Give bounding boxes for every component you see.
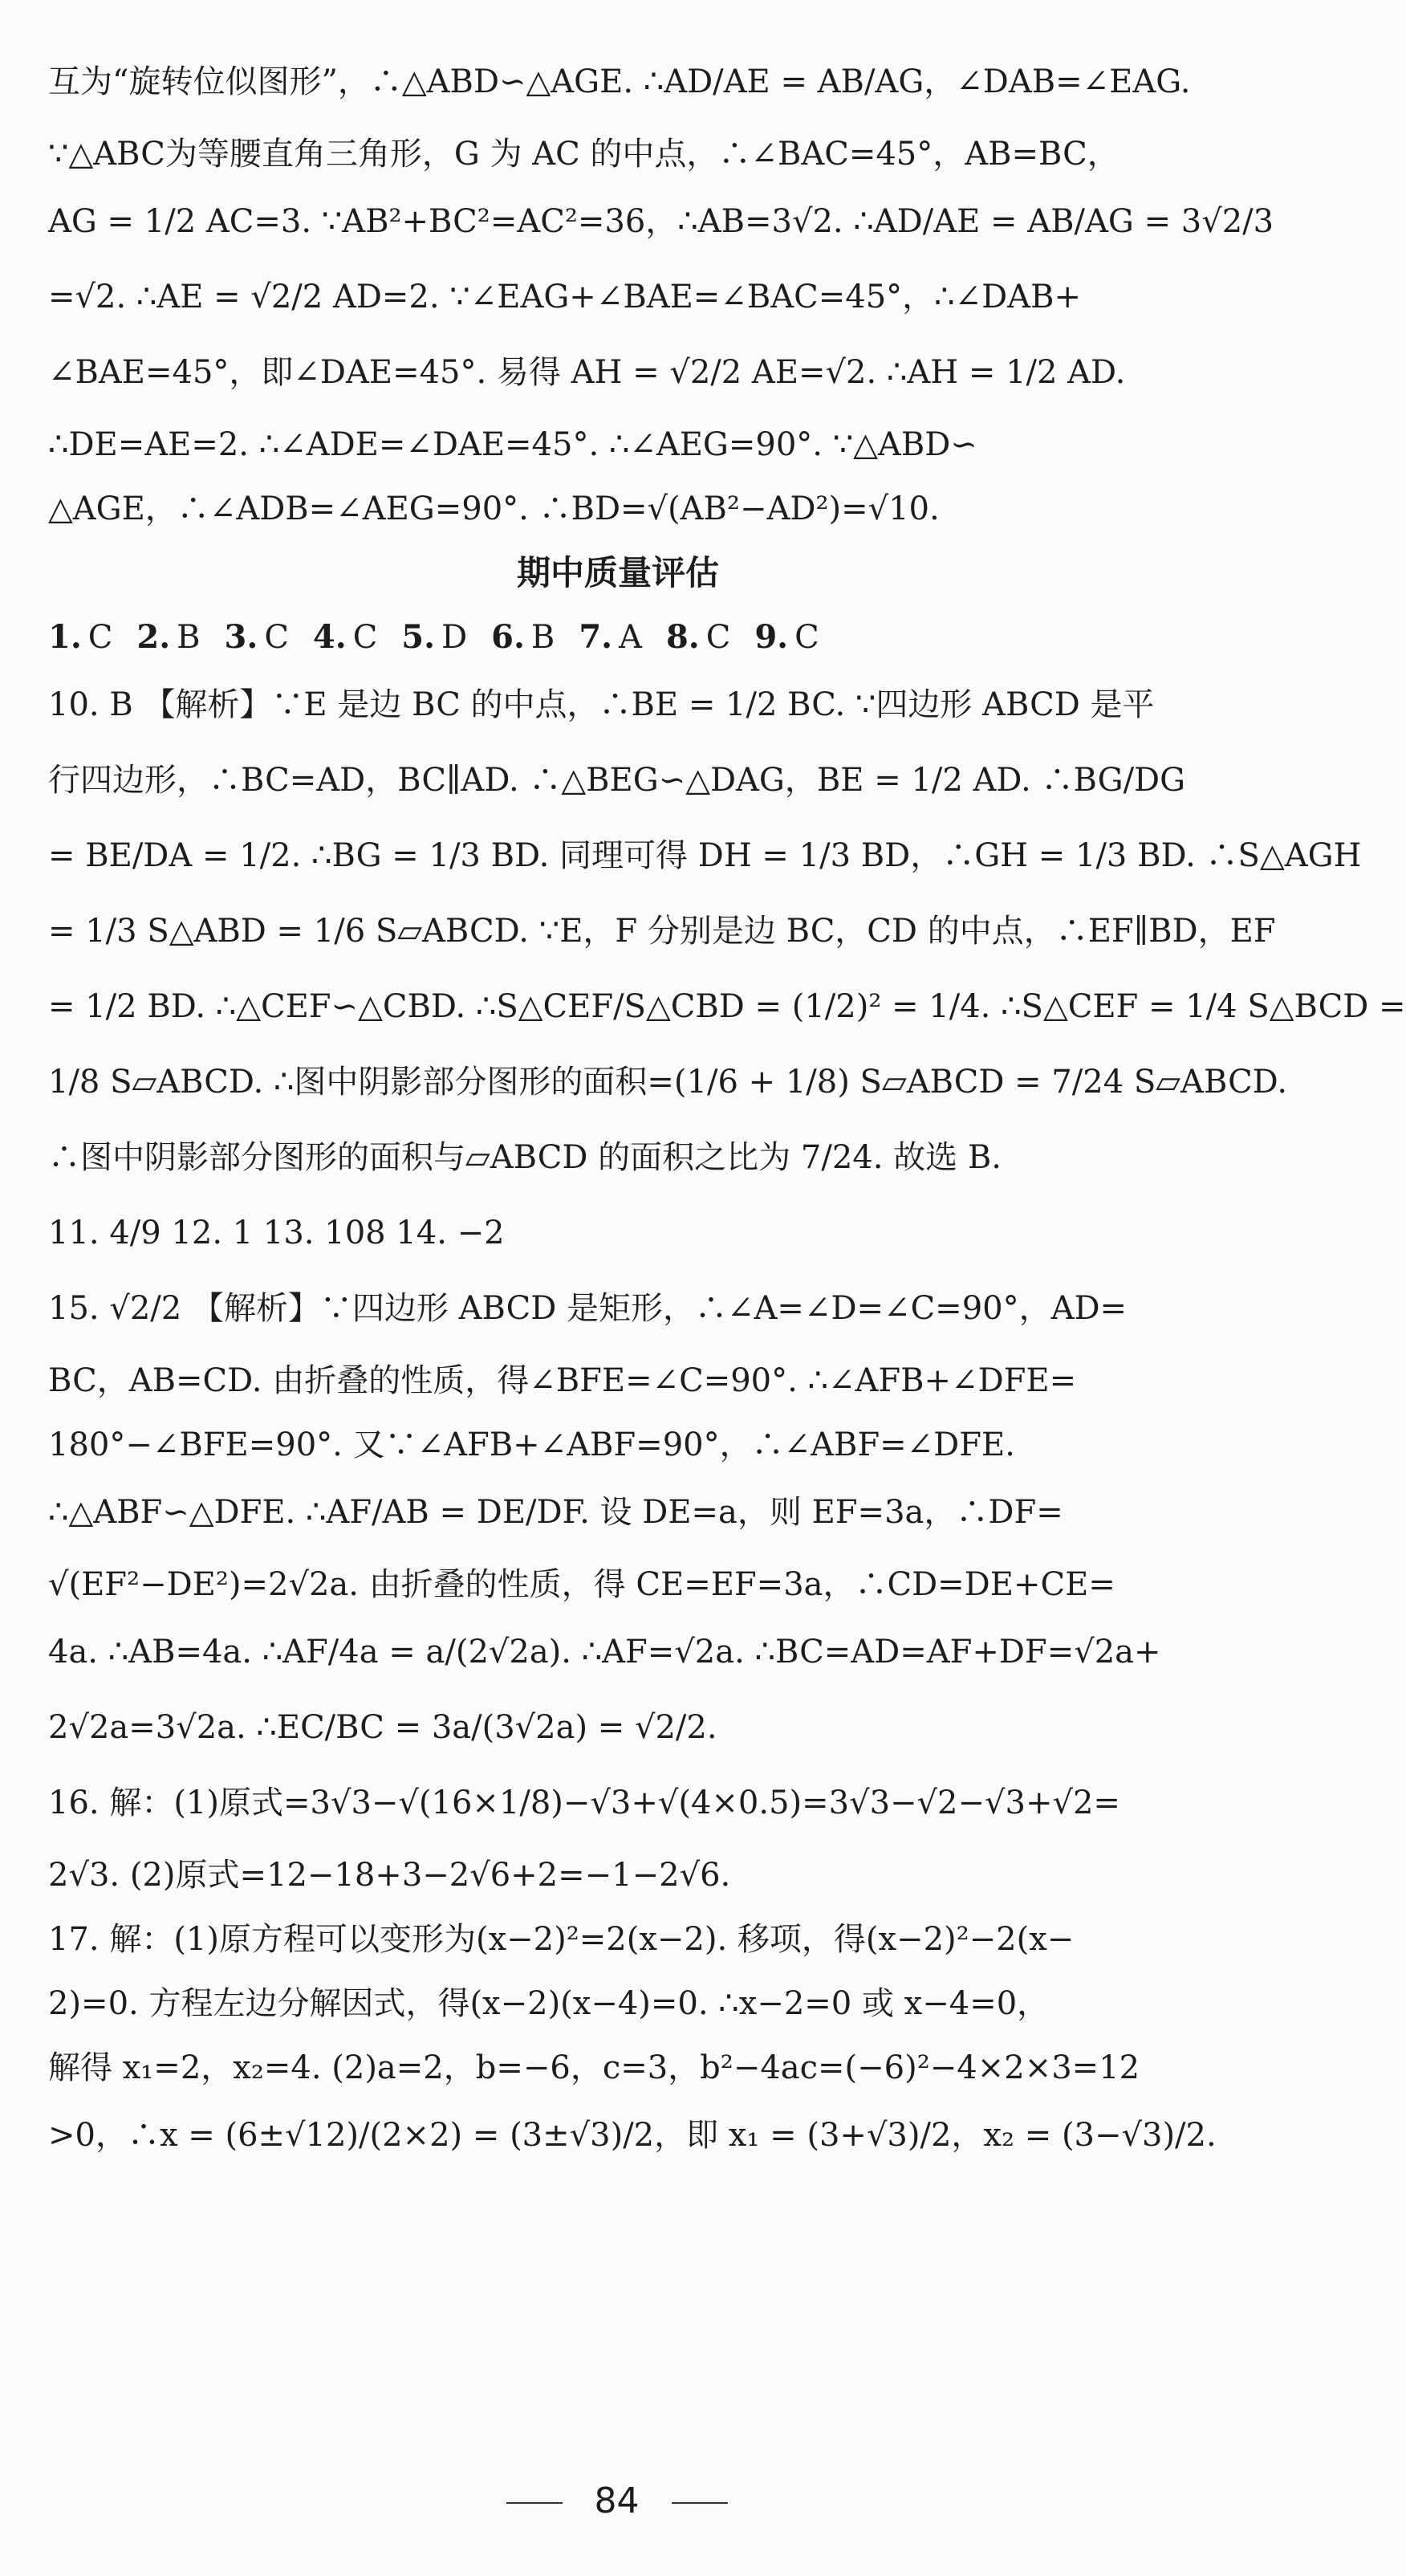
text-line: = 1/2 BD. ∴△CEF∽△CBD. ∴S△CEF/S△CBD = (1/2)² = 1/4. ∴S△CEF = 1/4 S△BCD =: [48, 988, 1406, 1025]
text-line: ∠BAE=45°，即∠DAE=45°. 易得 AH = √2/2 AE=√2. ∴AH = 1/2 AD.: [48, 354, 1126, 391]
text-line: 2)=0. 方程左边分解因式，得(x−2)(x−4)=0. ∴x−2=0 或 x−4=0，: [48, 1985, 1050, 2022]
multiple-choice-answers: [48, 615, 1188, 660]
text-line: ∴图中阴影部分图形的面积与▱ABCD 的面积之比为 7/24. 故选 B.: [48, 1139, 1002, 1176]
answer-number: 2.: [136, 618, 171, 656]
text-line: △AGE，∴∠ADB=∠AEG=90°. ∴BD=√(AB²−AD²)=√10.: [48, 490, 940, 527]
question-15-solution: [48, 1283, 1188, 1753]
text-line: AG = 1/2 AC=3. ∵AB²+BC²=AC²=36，∴AB=3√2. ∴AD/AE = AB/AG = 3√2/3: [48, 203, 1274, 240]
answer-item: [666, 615, 730, 660]
text-line: = 1/3 S△ABD = 1/6 S▱ABCD. ∵E，F 分别是边 BC，CD 的中点，∴EF∥BD，EF: [48, 913, 1276, 950]
answer-item: [313, 615, 377, 660]
answer-item: [579, 615, 642, 660]
answer-number: 1.: [48, 618, 82, 656]
question-16-solution: [48, 1777, 1188, 1898]
answer-choice: B: [530, 619, 555, 656]
answer-number: 9.: [754, 618, 789, 656]
answer-number: 6.: [491, 618, 525, 656]
answer-item: [401, 615, 467, 660]
text-line: 4a. ∴AB=4a. ∴AF/4a = a/(2√2a). ∴AF=√2a. ∴BC=AD=AF+DF=√2a+: [48, 1634, 1161, 1671]
page-footer: [0, 2480, 1233, 2521]
text-line: 行四边形，∴BC=AD，BC∥AD. ∴△BEG∽△DAG，BE = 1/2 AD. ∴BG/DG: [48, 762, 1186, 799]
text-line: 解得 x₁=2，x₂=4. (2)a=2，b=−6，c=3，b²−4ac=(−6)²−4×2×3=12: [48, 2049, 1140, 2086]
text-line: √(EF²−DE²)=2√2a. 由折叠的性质，得 CE=EF=3a，∴CD=DE+CE=: [48, 1566, 1115, 1603]
text-line: ∴△ABF∽△DFE. ∴AF/AB = DE/DF. 设 DE=a，则 EF=3a，∴DF=: [48, 1494, 1063, 1531]
footer-dash-left: [506, 2502, 563, 2504]
answer-number: 5.: [401, 618, 436, 656]
answer-item: [491, 615, 555, 660]
answer-choice: C: [705, 619, 731, 656]
answer-item: [48, 615, 112, 660]
document-body: [48, 56, 1406, 2185]
text-line: 1/8 S▱ABCD. ∴图中阴影部分图形的面积=(1/6 + 1/8) S▱ABCD = 7/24 S▱ABCD.: [48, 1064, 1288, 1101]
question-17-solution: [48, 1917, 1217, 2161]
text-line: >0，∴x = (6±√12)/(2×2) = (3±√3)/2，即 x₁ = (3+√3)/2，x₂ = (3−√3)/2.: [48, 2117, 1217, 2154]
answer-item: [754, 615, 819, 660]
answer-item: [136, 615, 200, 660]
text-line: 15. √2/2 【解析】∵四边形 ABCD 是矩形，∴∠A=∠D=∠C=90°，AD=: [48, 1290, 1128, 1327]
answer-choice: C: [352, 619, 378, 656]
page-number: 84: [594, 2480, 640, 2521]
answer-number: 4.: [312, 618, 347, 656]
answer-choice: C: [264, 619, 289, 656]
answer-choice: D: [441, 619, 468, 656]
text-line: = BE/DA = 1/2. ∴BG = 1/3 BD. 同理可得 DH = 1/3 BD，∴GH = 1/3 BD. ∴S△AGH: [48, 837, 1362, 874]
answer-item: [225, 615, 289, 660]
answer-number: 7.: [579, 618, 613, 656]
text-line: 互为“旋转位似图形”，∴△ABD∽△AGE. ∴AD/AE = AB/AG，∠DAB=∠EAG.: [48, 63, 1191, 100]
text-line: 2√2a=3√2a. ∴EC/BC = 3a/(3√2a) = √2/2.: [48, 1709, 717, 1746]
answer-choice: C: [87, 619, 113, 656]
text-line: 10. B 【解析】∵E 是边 BC 的中点，∴BE = 1/2 BC. ∵四边形 ABCD 是平: [48, 686, 1155, 723]
text-line: ∴DE=AE=2. ∴∠ADE=∠DAE=45°. ∴∠AEG=90°. ∵△ABD∽: [48, 426, 977, 463]
text-line: 17. 解：(1)原方程可以变形为(x−2)²=2(x−2). 移项，得(x−2)²−2(x−: [48, 1921, 1075, 1958]
text-line: =√2. ∴AE = √2/2 AD=2. ∵∠EAG+∠BAE=∠BAC=45°，∴∠DAB+: [48, 279, 1081, 315]
footer-dash-right: [672, 2502, 728, 2504]
text-line: ∵△ABC为等腰直角三角形，G 为 AC 的中点，∴∠BAC=45°，AB=BC，: [48, 136, 1120, 173]
solution-continuation: [48, 56, 1274, 531]
answer-choice: C: [794, 619, 819, 656]
answer-choice: B: [177, 619, 201, 656]
questions-11-14-answers: 11. 4/9 12. 1 13. 108 14. −2: [48, 1215, 505, 1251]
text-line: BC，AB=CD. 由折叠的性质，得∠BFE=∠C=90°. ∴∠AFB+∠DFE=: [48, 1362, 1077, 1399]
answer-number: 8.: [665, 618, 700, 656]
section-title: 期中质量评估: [516, 553, 719, 592]
answer-choice: A: [619, 619, 642, 656]
answer-number: 3.: [224, 618, 258, 656]
question-10-solution: [48, 679, 1406, 1183]
text-line: 180°−∠BFE=90°. 又∵∠AFB+∠ABF=90°，∴∠ABF=∠DFE.: [48, 1426, 1015, 1463]
text-line: 2√3. (2)原式=12−18+3−2√6+2=−1−2√6.: [48, 1857, 731, 1894]
text-line: 16. 解：(1)原式=3√3−√(16×1/8)−√3+√(4×0.5)=3√3−√2−√3+√2=: [48, 1784, 1120, 1821]
